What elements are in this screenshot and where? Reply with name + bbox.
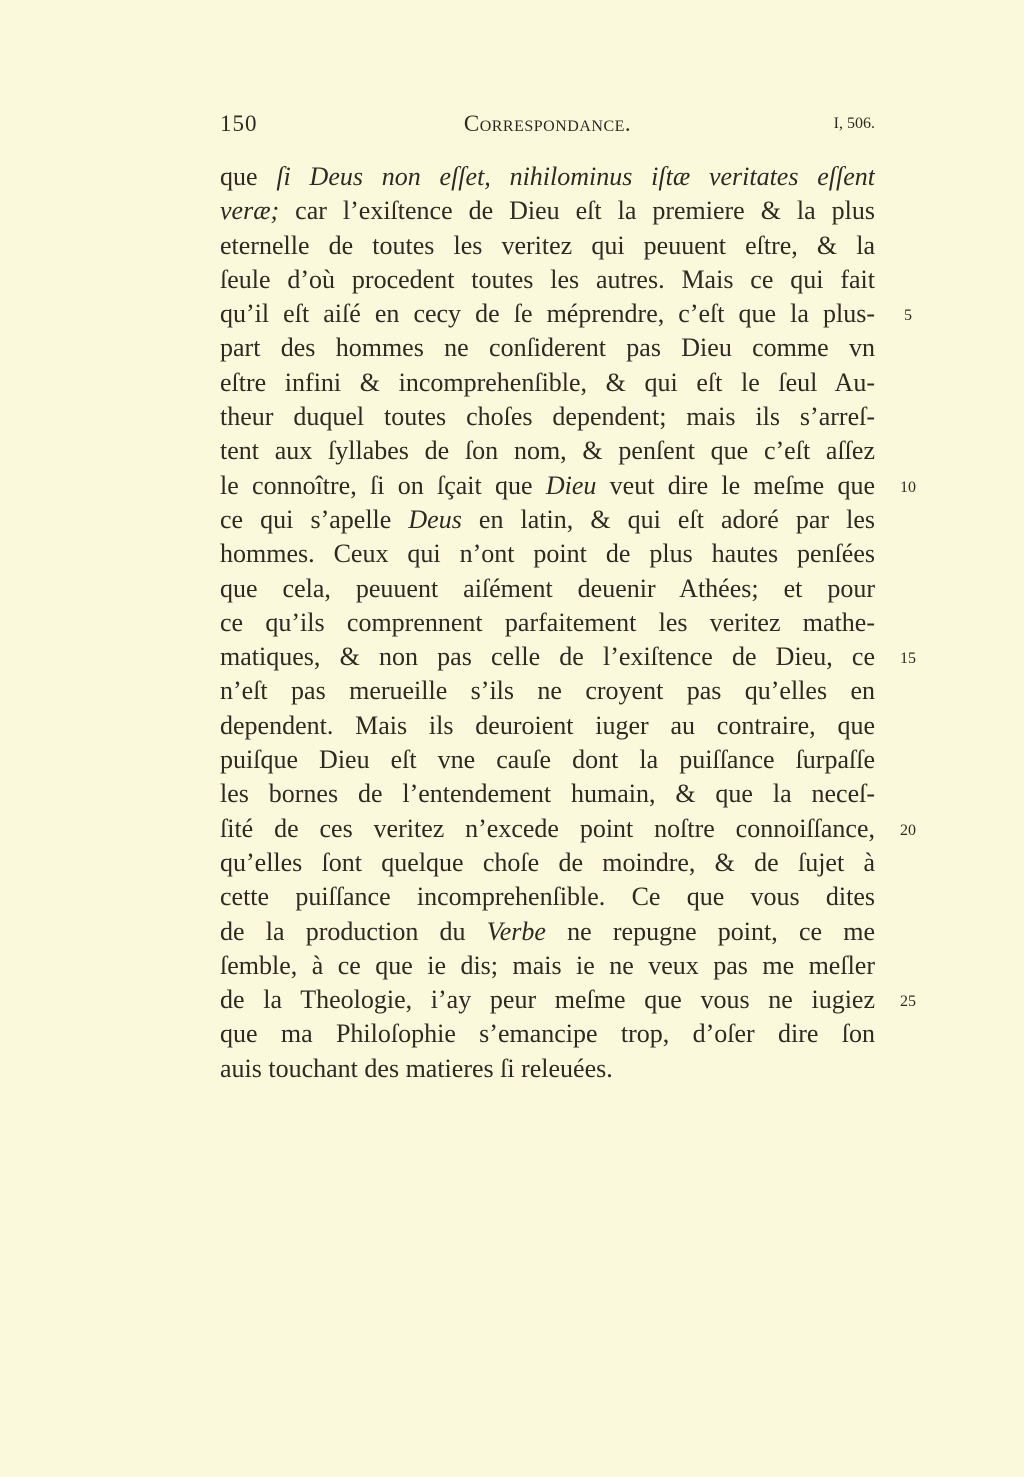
text-line [220, 503, 875, 537]
text-line [220, 434, 875, 468]
text-segment: tent aux ſyllabes de ſon nom, & penſent que c’eſt aſſez [220, 436, 875, 466]
text-segment: les bornes de l’entendement humain, & que la neceſ- [220, 779, 875, 809]
text-line [220, 1052, 875, 1086]
text-segment: matiques, & non pas celle de l’exiſtence de Dieu, ce [220, 642, 875, 672]
italic-segment: Verbe [486, 916, 546, 946]
text-segment: ſité de ces veritez n’excede point noſtre connoiſſance, [220, 813, 875, 843]
text-segment: de la Theologie, i’ay peur meſme que vous ne iugiez [220, 985, 875, 1015]
text-line [220, 537, 875, 571]
text-line [220, 674, 875, 708]
text-segment: eternelle de toutes les veritez qui peuuent eſtre, & la [220, 230, 875, 260]
text-segment: que cela, peuuent aiſément deuenir Athées; et pour [220, 573, 875, 603]
text-line [220, 915, 875, 949]
text-line [220, 400, 875, 434]
body-text [220, 160, 875, 1086]
margin-line-number: 10 [900, 478, 916, 496]
text-segment: n’eſt pas merueille s’ils ne croyent pas qu’elles en [220, 676, 875, 706]
text-line [220, 263, 875, 297]
italic-segment: veræ; [220, 196, 280, 226]
margin-line-number: 25 [900, 993, 916, 1011]
running-title: Correspondance. [463, 111, 632, 136]
text-segment: ce qui s’apelle [220, 504, 409, 534]
text-line [220, 229, 875, 263]
italic-segment: ſi Deus non eſſet, nihilominus iſtæ veritates eſſent [276, 162, 875, 191]
text-segment: qu’il eſt aiſé en cecy de ſe méprendre, c’eſt que la plus- [220, 299, 875, 329]
text-line [220, 297, 875, 331]
text-line [220, 743, 875, 777]
text-line [220, 331, 875, 365]
text-segment: qu’elles ſont quelque choſe de moindre, & de ſujet à [220, 847, 875, 877]
text-segment: ce qu’ils comprennent parfaitement les veritez mathe- [220, 607, 875, 637]
text-segment: ſeule d’où procedent toutes les autres. Mais ce qui fait [220, 264, 875, 294]
text-segment: auis touchant des matieres ſi releuées. [220, 1053, 613, 1083]
text-segment: cette puiſſance incomprehenſible. Ce que vous dites [220, 882, 875, 912]
italic-segment: Deus [408, 504, 462, 534]
text-segment: puiſque Dieu eſt vne cauſe dont la puiſſance ſurpaſſe [220, 745, 875, 775]
text-line [220, 469, 875, 503]
text-segment: eſtre infini & incomprehenſible, & qui eſt le ſeul Au- [220, 367, 875, 397]
text-line [220, 572, 875, 606]
text-line [220, 880, 875, 914]
text-segment: part des hommes ne conſiderent pas Dieu comme vn [220, 333, 875, 363]
text-segment: theur duquel toutes choſes dependent; mais ils s’arreſ- [220, 402, 875, 432]
text-segment: que ma Philoſophie s’emancipe trop, d’oſer dire ſon [220, 1019, 875, 1049]
running-header [220, 111, 875, 141]
text-line [220, 949, 875, 983]
text-segment: ſemble, à ce que ie dis; mais ie ne veux pas me meſler [220, 950, 875, 980]
text-segment: ne repugne point, ce me [545, 916, 875, 946]
text-line [220, 983, 875, 1017]
italic-segment: Dieu [545, 470, 597, 500]
text-line [220, 1017, 875, 1051]
text-line [220, 640, 875, 674]
margin-line-number: 5 [904, 307, 912, 325]
text-line [220, 846, 875, 880]
text-line [220, 777, 875, 811]
text-segment: que [220, 162, 277, 191]
text-segment: hommes. Ceux qui n’ont point de plus hautes penſées [220, 539, 875, 569]
text-segment: veut dire le meſme que [596, 470, 875, 500]
text-segment: de la production du [220, 916, 487, 946]
margin-line-number: 15 [900, 650, 916, 668]
text-line [220, 709, 875, 743]
text-line [220, 366, 875, 400]
text-segment: le connoître, ſi on ſçait que [220, 470, 546, 500]
margin-line-number: 20 [900, 821, 916, 839]
text-line [220, 606, 875, 640]
text-line [220, 160, 875, 194]
text-line [220, 812, 875, 846]
text-segment: en latin, & qui eſt adoré par les [461, 504, 875, 534]
text-segment: car l’exiſtence de Dieu eſt la premiere & la plus [279, 196, 875, 226]
page-number: 150 [220, 111, 258, 136]
letter-reference: I, 506. [833, 115, 875, 132]
text-line [220, 194, 875, 228]
text-segment: dependent. Mais ils deuroient iuger au contraire, que [220, 710, 875, 740]
